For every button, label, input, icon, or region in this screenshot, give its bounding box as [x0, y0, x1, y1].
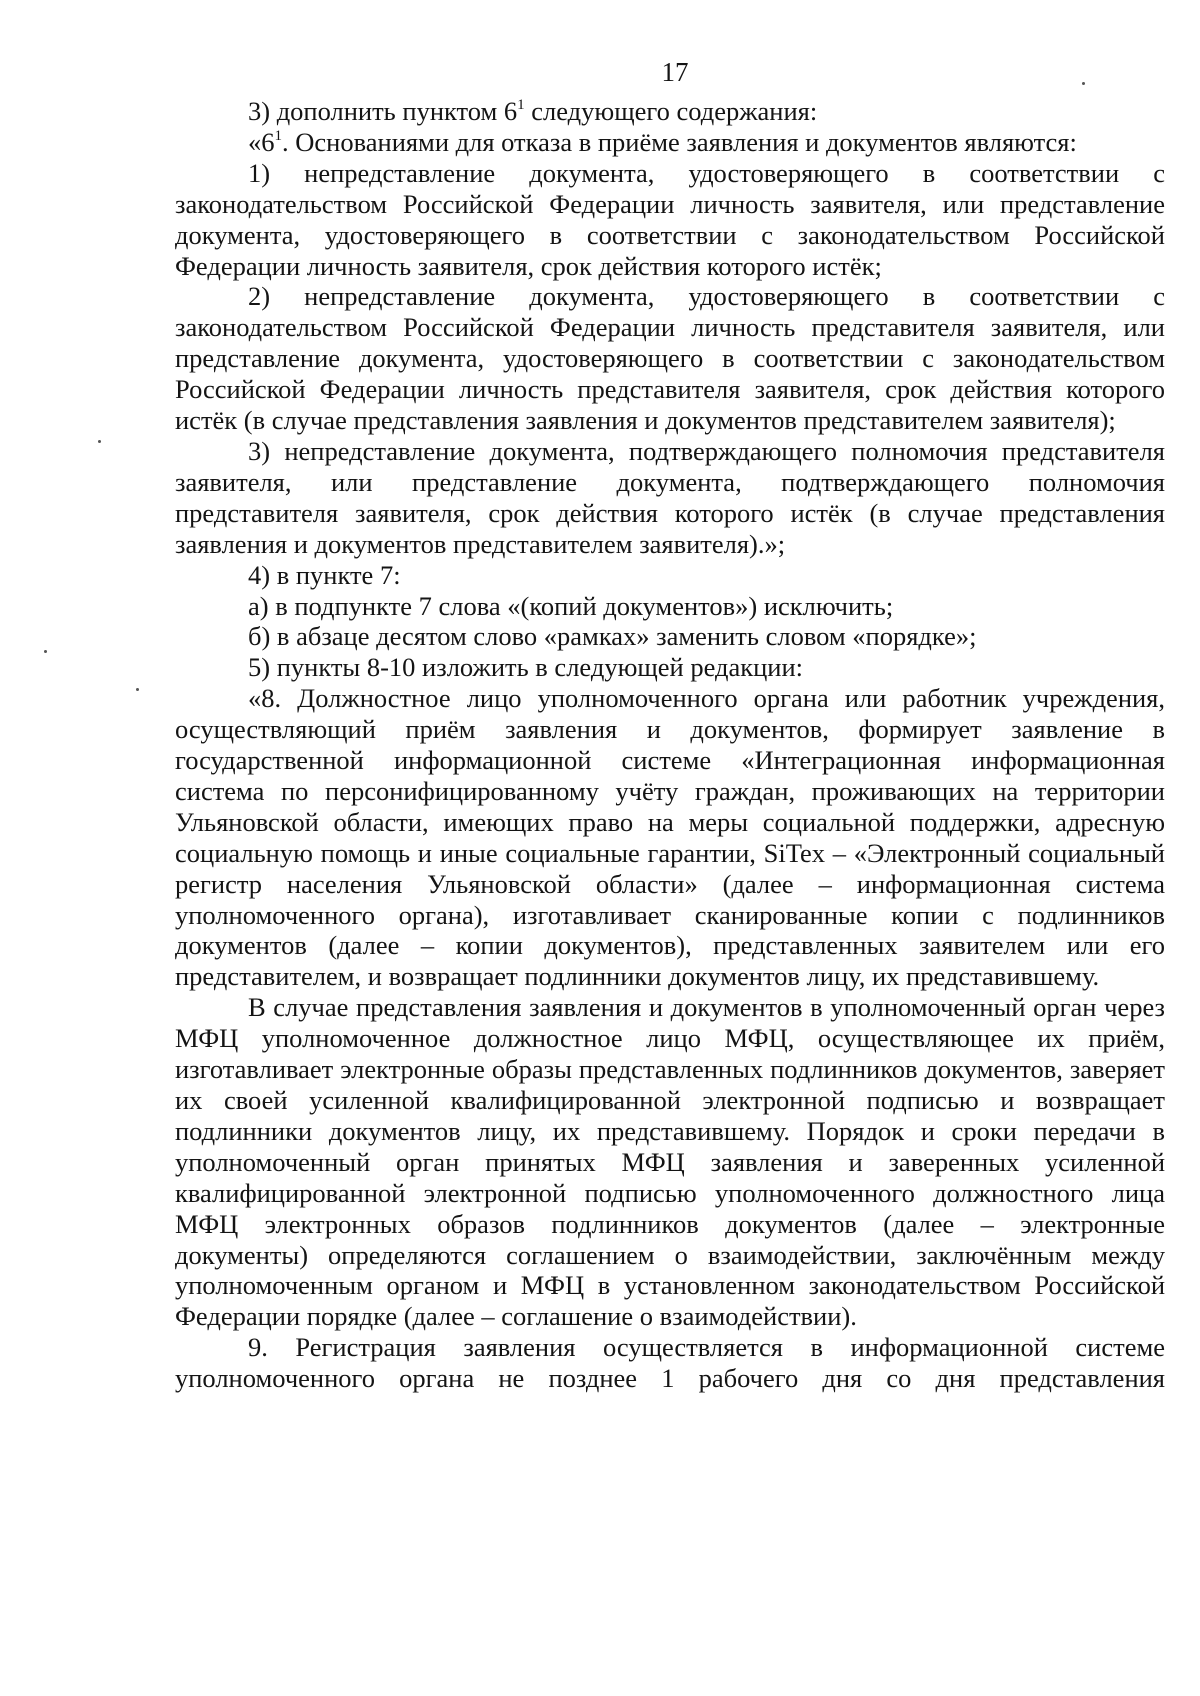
paragraph: «8. Должностное лицо уполномоченного органа или работник учреждения, осуществляющий приём заявления и документов, формирует заявление в государственной информационной системе «Интеграционная информационная система по персонифицированному учёту граждан, проживающих на территории Ульяновской области, имеющих право на меры социальной поддержки, адресную социальную помощь и иные социальные гарантии, SiTex – «Электронный социальный регистр населения Ульяновской области» (далее – информационная система уполномоченного органа), изготавливает сканированные копии с подлинников документов (далее – копии документов), представленных заявителем или его представителем, и возвращает подлинники документов лицу, их представившему.: [175, 683, 1165, 992]
paragraph: 3) непредставление документа, подтверждающего полномочия представителя заявителя, или представление документа, подтверждающего полномочия представителя заявителя, срок действия которого истёк (в случае представления заявления и документов представителем заявителя).»;: [175, 435, 1165, 559]
paragraph: 5) пункты 8-10 изложить в следующей редакции:: [248, 652, 804, 683]
paragraph: 9. Регистрация заявления осуществляется в информационной системе уполномоченного органа не позднее 1 рабочего дня со дня представления: [175, 1332, 1165, 1394]
paragraph: 1) непредставление документа, удостоверяющего в соответствии с законодательством Российской Федерации личность заявителя, или представление документа, удостоверяющего в соответствии с законодательством Российской Федерации личность заявителя, срок действия которого истёк;: [175, 157, 1165, 281]
scan-speck: [1082, 82, 1085, 85]
scan-speck: [44, 650, 47, 653]
scan-speck: [98, 440, 101, 443]
paragraph: 4) в пункте 7:: [248, 559, 401, 590]
paragraph: В случае представления заявления и документов в уполномоченный орган через МФЦ уполномоченное должностное лицо МФЦ, осуществляющее их приём, изготавливает электронные образы представленных подлинников документов, заверяет их своей усиленной квалифицированной электронной подписью и возвращает подлинники документов лицу, их представившему. Порядок и сроки передачи в уполномоченный орган принятых МФЦ заявления и заверенных усиленной квалифицированной электронной подписью уполномоченного должностного лица МФЦ электронных образов подлинников документов (далее – электронные документы) определяются соглашением о взаимодействии, заключённым между уполномоченным органом и МФЦ в установленном законодательством Российской Федерации порядке (далее – соглашение о взаимодействии).: [175, 992, 1165, 1332]
document-body: [175, 96, 1165, 1394]
paragraph: 3) дополнить пунктом $6^1$ следующего содержания:: [248, 96, 818, 126]
paragraph: а) в подпункте 7 слова «(копий документов») исключить;: [248, 590, 894, 621]
paragraph: 2) непредставление документа, удостоверяющего в соответствии с законодательством Российской Федерации личность представителя заявителя, или представление документа, удостоверяющего в соответствии с законодательством Российской Федерации личность представителя заявителя, срок действия которого истёк (в случае представления заявления и документов представителем заявителя);: [175, 281, 1165, 436]
paragraph: «$6^1$. Основаниями для отказа в приёме заявления и документов являются:: [248, 126, 1077, 157]
scan-speck: [136, 688, 139, 691]
paragraph: б) в абзаце десятом слово «рамках» заменить словом «порядке»;: [248, 621, 977, 652]
page-number: 17: [661, 57, 689, 87]
